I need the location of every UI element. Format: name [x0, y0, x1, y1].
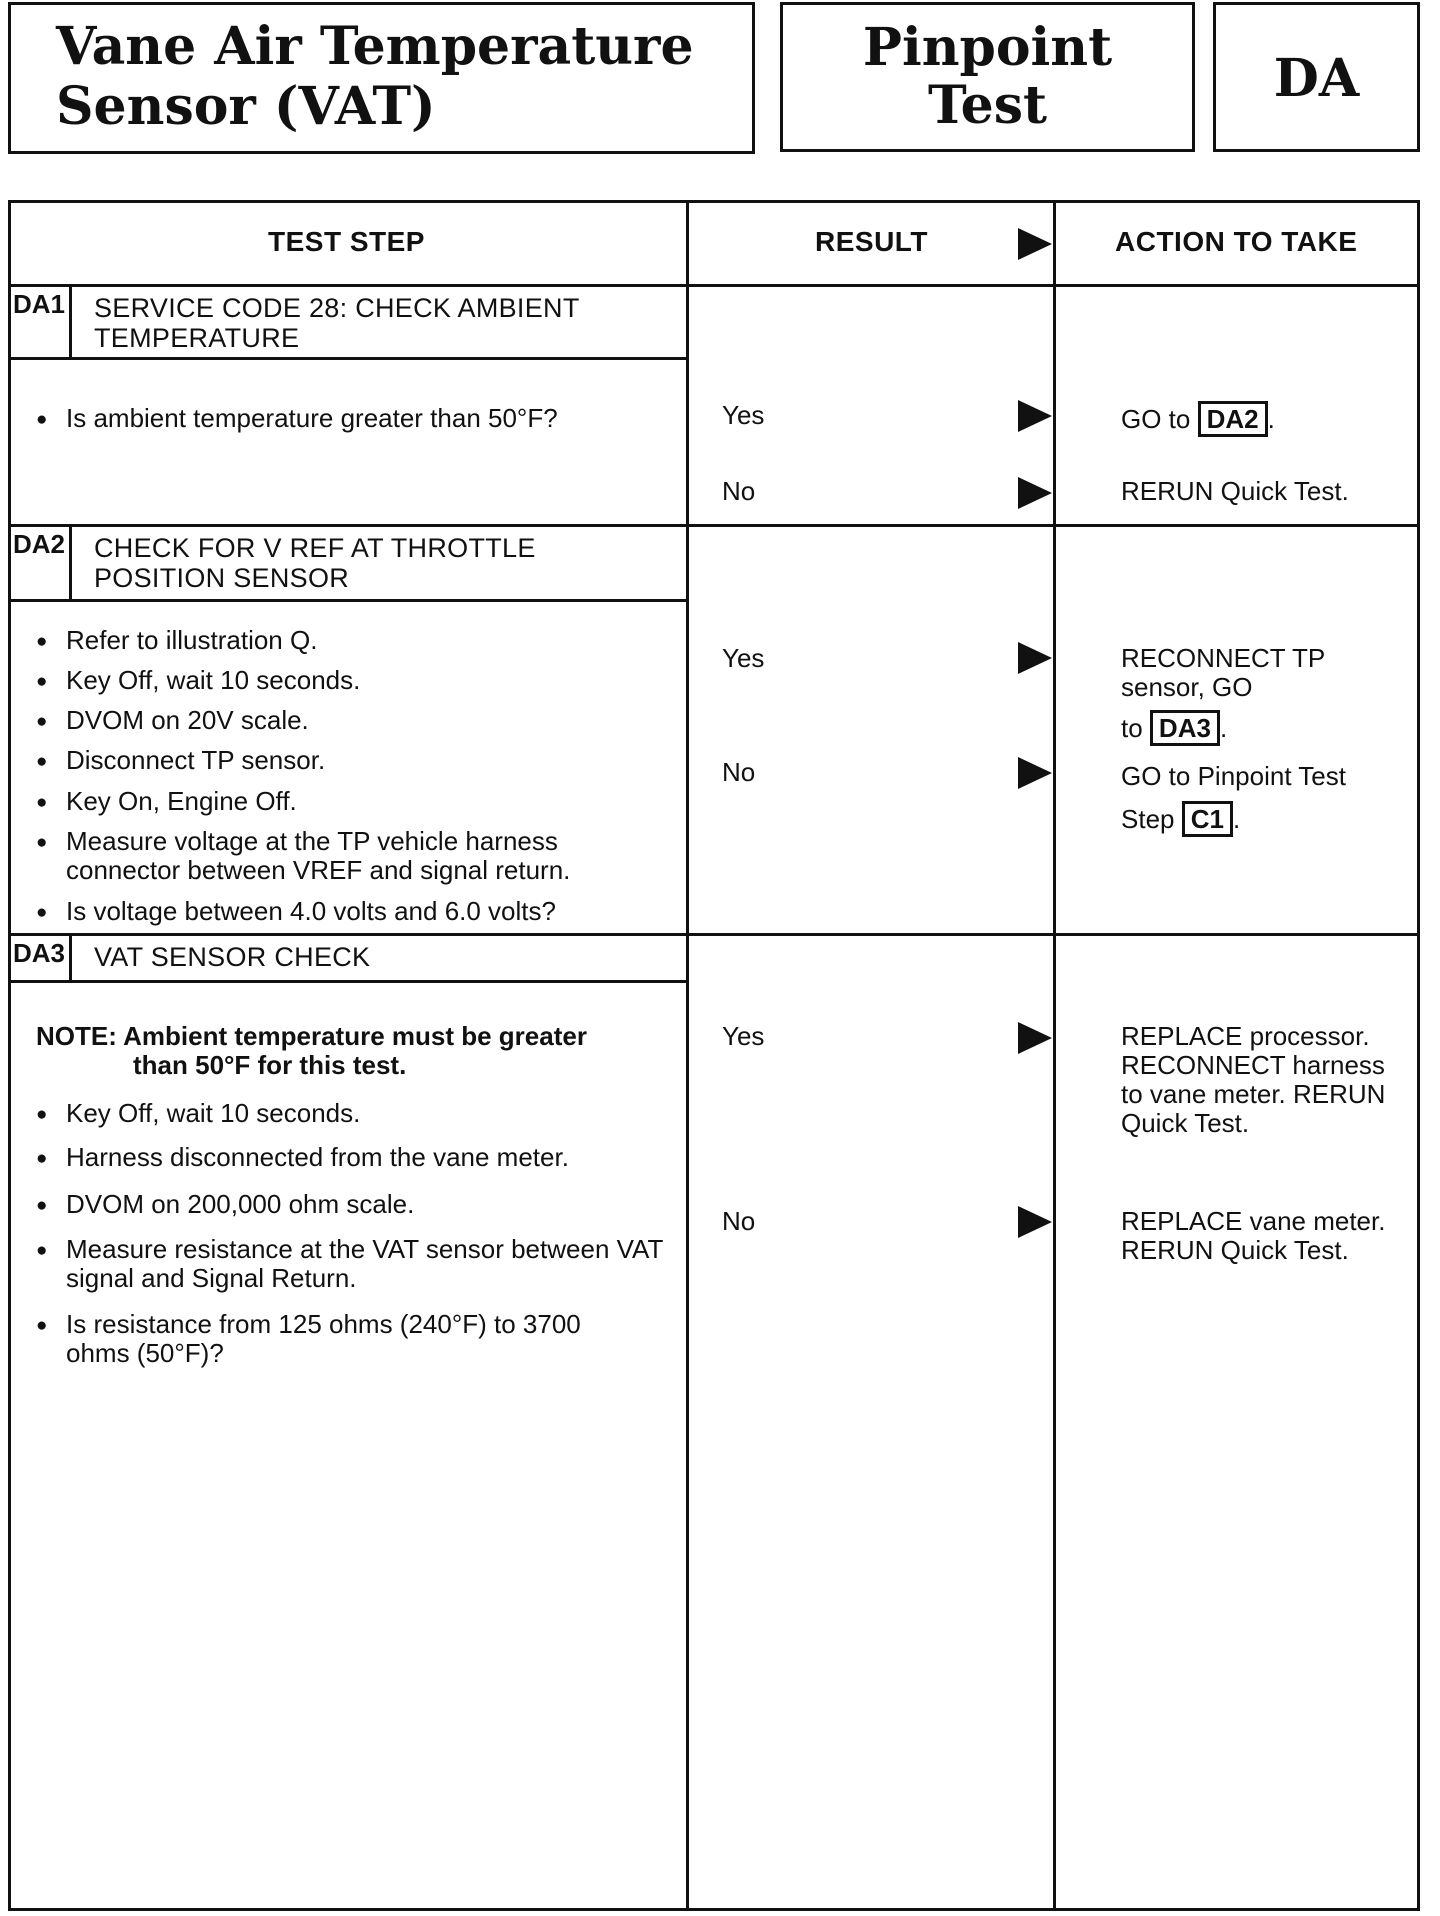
note-text: Ambient temperature must be greater [123, 1021, 587, 1051]
col-header-result: RESULT [815, 226, 928, 257]
step-reference-c1[interactable]: C1 [1182, 801, 1233, 837]
action-yes: REPLACE processor. RECONNECT harness to vane meter. RERUN Quick Test. [1121, 1021, 1386, 1138]
action-no: REPLACE vane meter. RERUN Quick Test. [1121, 1206, 1386, 1265]
step-header-da2 [8, 527, 689, 602]
test-code-box [1213, 2, 1420, 152]
result-arrow-icon [1018, 757, 1052, 789]
step-title-line: TEMPERATURE [94, 323, 300, 353]
result-no: No [722, 476, 756, 506]
test-type-box [780, 2, 1195, 152]
action-no [1121, 762, 1346, 837]
step-title [94, 942, 370, 972]
step-bullet: ● Is ambient temperature greater than 50°F? [36, 404, 656, 433]
step-reference-da2[interactable]: DA2 [1198, 401, 1268, 437]
col-header-test-step: TEST STEP [268, 226, 425, 257]
step-id: DA3 [11, 936, 72, 980]
step-bullet: ● Disconnect TP sensor. [36, 746, 656, 775]
step-title [94, 533, 536, 593]
result-yes: Yes [722, 1021, 765, 1051]
action-line: to DA3 . [1121, 710, 1325, 746]
step-reference-da3[interactable]: DA3 [1150, 710, 1220, 746]
step-bullet: ● Key Off, wait 10 seconds. [36, 1099, 656, 1128]
test-type-line2: Test [927, 75, 1048, 136]
step-bullet: ● Refer to illustration Q. [36, 626, 656, 655]
step-header-da3 [8, 936, 689, 983]
column-divider [686, 200, 689, 1911]
title-line2: Sensor (VAT) [56, 76, 436, 137]
step-note [36, 1022, 666, 1080]
step-title [94, 293, 580, 353]
result-no: No [722, 757, 756, 787]
step-bullet: ● DVOM on 200,000 ohm scale. [36, 1190, 656, 1219]
step-bullet: ● Measure voltage at the TP vehicle harness connector between VREF and signal return. [36, 827, 656, 885]
step-title-line: VAT SENSOR CHECK [94, 942, 371, 972]
test-code: DA [1273, 48, 1360, 109]
step-bullet: ● DVOM on 20V scale. [36, 706, 656, 735]
header-arrow-icon [1018, 228, 1052, 260]
note-label: NOTE: [36, 1021, 117, 1051]
result-arrow-icon [1018, 1206, 1052, 1238]
action-line: sensor, GO [1121, 672, 1253, 702]
column-divider [1053, 200, 1056, 1911]
step-title-line: CHECK FOR V REF AT THROTTLE [94, 533, 536, 563]
result-yes: Yes [722, 643, 765, 673]
note-text: than 50°F for this test. [133, 1050, 407, 1080]
step-bullet: ● Key On, Engine Off. [36, 787, 656, 816]
step-id: DA2 [11, 527, 72, 599]
action-line: RECONNECT TP [1121, 643, 1326, 673]
result-arrow-icon [1018, 1022, 1052, 1054]
step-id: DA1 [11, 287, 72, 357]
step-title-line: POSITION SENSOR [94, 563, 350, 593]
result-no: No [722, 1206, 756, 1236]
title-line1: Vane Air Temperature [56, 16, 694, 77]
action-no: RERUN Quick Test. [1121, 476, 1349, 506]
result-yes: Yes [722, 400, 765, 430]
action-line: Step C1 . [1121, 801, 1346, 837]
step-title-line: SERVICE CODE 28: CHECK AMBIENT [94, 293, 580, 323]
col-header-action: ACTION TO TAKE [1115, 226, 1358, 257]
title-box [8, 2, 755, 154]
step-bullet: ● Key Off, wait 10 seconds. [36, 666, 656, 695]
action-line: GO to Pinpoint Test [1121, 761, 1346, 791]
step-bullet: ● Harness disconnected from the vane meter. [36, 1143, 656, 1172]
action-yes [1121, 644, 1325, 746]
action-yes: GO to DA2 . [1121, 401, 1275, 437]
result-arrow-icon [1018, 400, 1052, 432]
step-bullet: ● Measure resistance at the VAT sensor between VAT signal and Signal Return. [36, 1235, 666, 1293]
result-arrow-icon [1018, 477, 1052, 509]
result-arrow-icon [1018, 642, 1052, 674]
step-bullet: ● Is voltage between 4.0 volts and 6.0 volts? [36, 897, 656, 926]
step-bullet: ● Is resistance from 125 ohms (240°F) to 3700 ohms (50°F)? [36, 1310, 626, 1368]
test-type-line1: Pinpoint [862, 17, 1113, 78]
step-header-da1 [8, 287, 689, 360]
